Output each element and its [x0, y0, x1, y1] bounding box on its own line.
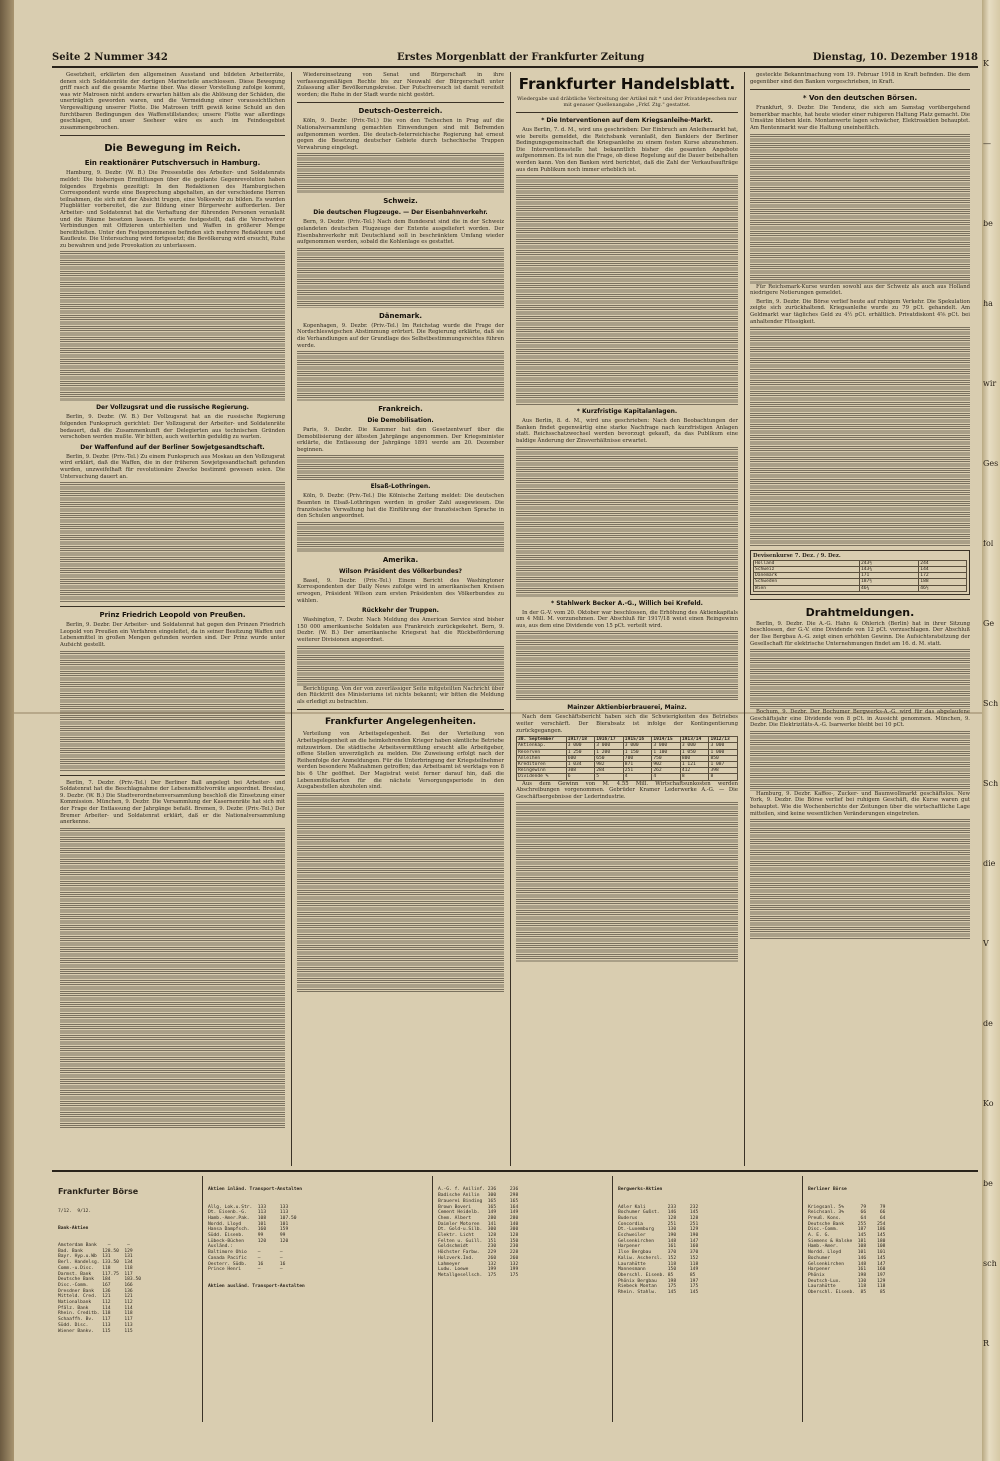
- article-body: Berlin, 9. Dezbr. (Priv.-Tel.) Zu einem Funkspruch aus Moskau an den Vollzugsrat wird erklärt, daß die Waffen, die in der früheren Sowjetgesandtschaft gefunden wurden, unzweifelhaft für revolutionäre Zwecke bestimmt gewesen seien. Die Untersuchung dauert an.: [60, 453, 285, 480]
- table-cell: 1 100: [652, 749, 681, 755]
- table-cell: 243½: [859, 560, 918, 566]
- divider: [516, 112, 738, 113]
- edge-fragment: Ge: [983, 620, 995, 628]
- table-cell: 187½: [859, 579, 918, 585]
- article-heading: Prinz Friedrich Leopold von Preußen.: [99, 611, 246, 620]
- column-rule: [802, 1176, 803, 1422]
- article-body: Köln, 9. Dezbr. (Priv.-Tel.) Die Kölnische Zeitung meldet: Die deutschen Beamten in Elsaß-Lothringen werden in großer Zahl ausgewiesen. Die französische Verwaltung hat die Einführung der französischen Sprache in den Schulen angeordnet.: [297, 493, 504, 520]
- text-block: [297, 646, 504, 686]
- edge-fragment: de: [983, 1020, 993, 1028]
- table-cell: 700: [623, 755, 652, 761]
- text-block: [750, 731, 970, 791]
- article-notice: Berichtigung. Von der von zuverlässiger Seite mitgeteilten Nachricht über den Rücktritt des Ministeriums ist nichts bekannt; wir bitten die Meldung als erledigt zu betrachten.: [297, 685, 504, 705]
- table-cell: Schweden: [754, 579, 860, 585]
- table-cell: 3 000: [680, 743, 709, 749]
- table-cell: 1 250: [566, 749, 595, 755]
- article-heading: Mainzer Aktienbierbrauerei, Mainz.: [567, 704, 687, 712]
- exchange-section-title: Bank-Aktien: [58, 1225, 89, 1231]
- article-body: Verteilung von Arbeitsgelegenheit. Bei der Verteilung von Arbeitsgelegenheit an die heimkehrenden Krieger haben sämtliche Betriebe mitzuwirken. Die städtische Arbeitsvermittlung ersucht alle Arbeitgeber, offene Stellen unverzüglich zu melden. Die Zuweisung erfolgt nach der Reihenfolge der Anmeldungen. Für die Unterbringung der Kriegsteilnehmer werden besondere Maßnahmen getroffen; das Arbeitsamt ist werktags von 8 bis 6 Uhr geöffnet. Der Magistrat weist ferner darauf hin, daß die Lebensmittelkarten für die nächste Versorgungsperiode in den Ausgabestellen abzuholen sind.: [297, 731, 504, 791]
- text-block: [297, 248, 504, 308]
- table-header-cell: 1912/13: [709, 737, 738, 743]
- article-intro: Wiedereinsetzung von Senat und Bürgerschaft in ihre verfassungsmäßigen Rechte bis zur Neuwahl der Bürgerschaft unter Zulassung aller Bevölkerungskreise. Der Putschversuch ist damit vereitelt worden; die Ruhe in der Stadt wurde nicht gestört.: [297, 72, 504, 98]
- column-rule: [202, 1176, 203, 1422]
- adjacent-page-edge: [982, 0, 1000, 1461]
- balance-table: [516, 736, 738, 780]
- table-body: [754, 560, 967, 591]
- table-cell: 1 034: [566, 761, 595, 767]
- table-cell: 5: [595, 774, 624, 780]
- section-heading: * Von den deutschen Börsen.: [802, 94, 918, 103]
- edge-fragment: wir: [983, 380, 997, 388]
- article-body: Hamburg, 9. Dezbr. Kaffee-, Zucker- und Baumwollmarkt geschäftslos. New York, 9. Dezbr. Die Börse verlief bei ruhigem Geschäft, die Kurse waren gut behauptet. Wie die Wochenberichte der Zeitungen über die wirtschaftliche Lage mitteilen, sind keine wesentlichen Veränderungen eingetreten.: [750, 790, 970, 817]
- table-row: [517, 774, 738, 780]
- table-cell: 188: [919, 579, 967, 585]
- section-heading: Dänemark.: [378, 311, 423, 320]
- exchange-column: [438, 1176, 608, 1422]
- divider: [297, 102, 504, 103]
- exchange-list: Adler Kali 233 232 Bochumer Gußst. 146 145 Buderus 128 128 Concordia 251 251 Dt.-Luxemburg 130 129 Eschweiler 190 190 Gelsenkirchen 148 147 Harpener 161 160 Ilse Bergbau 370 370 Kaliw. Aschersl. 152 152 Laurahütte 118 118 Mannesmann 150 149 Oberschl. Eisenb. 85 85 Phönix Bergbau 198 197 Riebeck Montan 175 175 Rhein. Stahlw. 145 145: [618, 1204, 699, 1296]
- currency-table: [753, 560, 967, 592]
- table-row: [754, 585, 967, 591]
- text-block: [297, 522, 504, 552]
- table-cell: 6: [566, 774, 595, 780]
- table-header-cell: 1913/14: [680, 737, 709, 743]
- article-heading: Ein reaktionärer Putschversuch in Hamburg.: [84, 159, 261, 168]
- table-cell: 308: [566, 768, 595, 774]
- article-intro: gesteckte Bekanntmachung vom 19. Februar 1918 in Kraft befinden. Die dem gegenüber sind den Banken vorgeschrieben, in Kraft.: [750, 72, 970, 85]
- table-cell: Aktienkap.: [517, 743, 567, 749]
- article-body: Berlin, 9. Dezbr. Die Börse verlief heute auf ruhigem Verkehr. Die Spekulation zeigte sich zurückhaltend. Kriegsanleihe wurde zu 79 pCt. gehandelt. Am Geldmarkt war tägliches Geld zu 4½ pCt. erhältlich. Privatdiskont 4⅝ pCt. bei anhaltender Flüssigkeit.: [750, 298, 970, 325]
- divider: [60, 606, 285, 607]
- table-cell: Anleihen: [517, 755, 567, 761]
- edge-fragment: Ko: [983, 1100, 994, 1108]
- article-heading: * Kurzfristige Kapitalanlagen.: [576, 408, 678, 416]
- exchange-list: Allg. Lok.u.Str. 133 133 Dt. Eisenb.-G. 113 113 Hamb.-Amer.Pak. 108 107.50 Nordd. Lloyd 101 101 Hansa Dampfsch. 160 159 Südd. Eisenb. 99 99 Lübeck-Büchen 120 120 Ausländ.: Baltimore Ohio — — Canada Pacific — — Oesterr. Südb. 16 16 Prince Henri — —: [208, 1204, 297, 1273]
- article-body: Bern, 9. Dezbr. (Priv.-Tel.) Nach dem Bundesrat sind die in der Schweiz gelandeten deutschen Flugzeuge der Entente ausgeliefert worden. Der Eisenbahnverkehr mit Deutschland soll in beschränktem Umfang wieder aufgenommen werden, sobald die Kohlenlage es gestattet.: [297, 219, 504, 246]
- table-cell: 4: [623, 774, 652, 780]
- table-cell: Holland: [754, 560, 860, 566]
- article-body: Bochum, 9. Dezbr. Der Bochumer Bergwerks-A.-G. wird für das abgelaufene Geschäftsjahr eine Dividende von 8 pCt. in Aussicht genommen. München, 9. Dezbr. Die Elektrizitäts-A.-G. Isarwerke bleibt bei 10 pCt.: [750, 709, 970, 729]
- edge-fragment: R: [983, 1340, 990, 1348]
- section-heading: Frankfurter Angelegenheiten.: [324, 717, 477, 728]
- table-header-cell: 30. September: [517, 737, 567, 743]
- article-body: Hamburg, 9. Dezbr. (W. B.) Die Pressestelle des Arbeiter- und Soldatenrats meldet: Die bisherigen Ermittlungen über die geplante Gegenrevolution haben folgendes Ergebnis gezeitigt: In den Redaktionen des Hamburgischen Correspondent wurde eine Besprechung abgehalten, an der verschiedene Herren teilnahmen, die sich mit der Absicht trugen, eine Volkswehr zu bilden. Es wurden Flugblätter vorbereitet, die zur Bildung einer Bürgerwehr aufforderten. Der Arbeiter- und Soldatenrat hat die Verhaftung der führenden Personen veranlaßt und die Räume besetzen lassen. Es wurde festgestellt, daß die Verschwörer Verbindungen mit Offizieren unterhielten und Waffen in größerer Menge bereithielten. Unter den Festgenommenen befinden sich mehrere Redakteure und Kaufleute. Die Untersuchung wird fortgesetzt; die Bevölkerung wird ersucht, Ruhe zu bewahren und jede Provokation zu unterlassen.: [60, 170, 285, 249]
- text-block: [297, 153, 504, 193]
- exchange-section-title: Bergwerks-Aktien: [618, 1187, 663, 1193]
- exchange-title: Frankfurter Börse: [58, 1187, 139, 1197]
- table-cell: 262: [652, 768, 681, 774]
- table-cell: Schweiz: [754, 566, 860, 572]
- article-heading: Rückkehr der Truppen.: [362, 607, 439, 615]
- section-heading: Deutsch-Oesterreich.: [358, 107, 443, 116]
- table-cell: 284: [595, 768, 624, 774]
- table-cell: 171: [859, 573, 918, 579]
- text-block: [516, 631, 738, 701]
- page-number: Seite 2 Nummer 342: [52, 52, 168, 63]
- edge-fragment: V: [983, 940, 989, 948]
- page-binding: [0, 0, 14, 1461]
- article-heading: Elsaß-Lothringen.: [370, 483, 431, 491]
- exchange-list: Amsterdam Bank — — Bad. Bank 128.50 129 Bayr. Hyp.u.Wb 131 131 Berl. Handelsg. 133.50 134 Comm.-u.Disc. 118 118 Darmst. Bank 117.75 117 Deutsche Bank 184 183.50 Disc.-Comm. 167 166 Dresdner Bank 136 136 Mitteld. Cred. 121 121 Nationalbank 112 112 Pfälz. Bank 114 114 Rhein. Creditb. 118 118 Schaaffh. Bv. 117 117 Südd. Disc. 113 113 Wiener Bankv. 115 115: [58, 1243, 141, 1334]
- table-cell: 3 000: [566, 743, 595, 749]
- divider: [750, 599, 970, 600]
- article-body: Berlin, 9. Dezbr. Der Arbeiter- und Soldatenrat hat gegen den Prinzen Friedrich Leopold von Preußen ein Verfahren eingeleitet, da in seiner Besitzung Waffen und Lebensmittel in großen Mengen gefunden worden sind. Der Prinz wurde unter Aufsicht gestellt.: [60, 622, 285, 648]
- text-block: [516, 175, 738, 405]
- edge-fragment: be: [983, 220, 993, 228]
- section-heading: Die Bewegung im Reich.: [104, 143, 241, 155]
- exchange-column: [208, 1176, 428, 1422]
- article-body: Washington, 7. Dezbr. Nach Meldung des American Service sind bisher 150 000 amerikanische Soldaten aus Frankreich zurückgekehrt. Bern, 9. Dezbr. (W. B.) Der amerikanische Kriegsrat hat die Rückbeförderung weiterer Divisionen angeordnet.: [297, 617, 504, 643]
- table-cell: 172: [919, 573, 967, 579]
- article-body: Basel, 9. Dezbr. (Priv.-Tel.) Einem Bericht des Washingtoner Korrespondenten der Daily News zufolge wird in amerikanischen Kreisen erwogen, Präsident Wilson zum ersten Präsidenten des Völkerbundes zu wählen.: [297, 577, 504, 604]
- article-heading: Wilson Präsident des Völkerbundes?: [338, 567, 463, 575]
- exchange-column: [618, 1176, 798, 1422]
- article-heading: Die deutschen Flugzeuge. — Der Eisenbahnverkehr.: [313, 209, 488, 217]
- table-cell: 8: [709, 774, 738, 780]
- edge-fragment: Sch: [983, 700, 999, 708]
- table-header-cell: 1914/15: [652, 737, 681, 743]
- divider: [60, 775, 285, 776]
- column-rule: [291, 72, 292, 1166]
- article-body: Köln, 9. Dezbr. (Priv.-Tel.) Die von den Tschechen in Prag auf die Nationalversammlung gemachten Einwendungen sind mit Befremden aufgenommen worden. Die deutsch-österreichische Regierung hat erneut gegen die Besetzung deutscher Gebiete durch tschechische Truppen Verwahrung eingelegt.: [297, 118, 504, 151]
- table-cell: 871: [623, 761, 652, 767]
- table-cell: 398: [709, 768, 738, 774]
- table-cell: 982: [595, 761, 624, 767]
- table-body: [517, 743, 738, 780]
- table-cell: 1 000: [709, 749, 738, 755]
- column-rule: [432, 1176, 433, 1422]
- article-heading: Der Vollzugsrat und die russische Regierung.: [96, 404, 249, 412]
- table-cell: 3 000: [595, 743, 624, 749]
- article-body: Aus dem Gewinn von M. 4.55 Mill. Wirtschaftsunkosten werden Abschreibungen vorgenommen. Gebrüder Kramer Lederwerke A.-G. — Die Geschäftsergebnisse der Lederindustrie.: [516, 780, 738, 800]
- text-block: [297, 351, 504, 401]
- column-rule: [510, 72, 511, 1166]
- exchange-column: [808, 1176, 973, 1422]
- exchange-column: [58, 1176, 198, 1422]
- article-body: Nach dem Geschäftsbericht haben sich die Schwierigkeiten des Betriebes weiter verschärft. Der Bierabsatz ist infolge der Kontingentierung zurückgegangen.: [516, 714, 738, 734]
- table-header-cell: 1916/17: [595, 737, 624, 743]
- masthead: [52, 52, 978, 68]
- edge-fragment: Sch: [983, 780, 999, 788]
- exchange-section-title: Aktien ausländ. Transport-Anstalten: [208, 1284, 305, 1290]
- edge-fragment: K: [983, 60, 989, 68]
- text-block: [750, 134, 970, 284]
- newspaper-title: Erstes Morgenblatt der Frankfurter Zeitung: [397, 52, 645, 63]
- text-block: [60, 828, 285, 1128]
- table-cell: 144: [919, 566, 967, 572]
- table-cell: Kreditoren: [517, 761, 567, 767]
- handelsblatt-title: Frankfurter Handelsblatt.: [518, 75, 736, 93]
- table-cell: 3 000: [709, 743, 738, 749]
- table-cell: 412: [680, 768, 709, 774]
- table-cell: 143¾: [859, 566, 918, 572]
- section-heading: Drahtmeldungen.: [805, 605, 915, 619]
- article-body: Aus Berlin, 8. d. M., wird uns geschrieben: Nach den Beobachtungen der Banken findet gegenwärtig eine starke Nachfrage nach kurzfristigen Anlagen statt. Reichsschatzwechsel werden bevorzugt gekauft, da das Publikum eine baldige Änderung der Zinsverhältnisse erwartet.: [516, 418, 738, 444]
- article-body: Frankfurt, 9. Dezbr. Die Tendenz, die sich am Samstag vorübergehend bemerkbar machte, hat heute wieder einer ruhigeren Haltung Platz gemacht. Die Umsätze blieben klein. Montanwerte lagen schwächer, Elektroaktien behauptet. Am Rentenmarkt war die Haltung uneinheitlich.: [750, 105, 970, 131]
- article-heading: Die Demobilisation.: [367, 417, 434, 425]
- section-heading: Amerika.: [382, 555, 419, 564]
- table-cell: 800: [680, 755, 709, 761]
- table-cell: 1 121: [680, 761, 709, 767]
- edge-fragment: fol: [983, 540, 994, 548]
- section-heading: Schweiz.: [383, 197, 418, 206]
- article-intro: Gesetzheit, erklärten den allgemeinen Ausstand und bildeten Arbeiterräte, denen sich Soldatenräte der dortigen Marineteile anschlossen. Diese Bewegung griff rasch auf die gesamte Marine über. Was dieser Vorstellung zufolge kommt, was wir Matrosen nicht anders erwarten hätten als die Ablösung der Schäden, die unerträglich geworden waren, und die Vermeidung einer voraussichtlichen Vergewaltigung unserer Flotte. Die Matrosen trifft gewiß keine Schuld an den furchtbaren Bedingungen des Waffenstillstandes; unsere Flotte war allerdings geschlagen, und unser Seeheer wäre es auch im Feindesgebiet zusammengebrochen.: [60, 72, 285, 131]
- table-cell: 8: [680, 774, 709, 780]
- table-cell: 850: [709, 755, 738, 761]
- column-3: [516, 72, 738, 1166]
- edge-fragment: Ges: [983, 460, 999, 468]
- stock-exchange-section: [52, 1170, 978, 1422]
- table-cell: 650: [595, 755, 624, 761]
- text-block: [750, 649, 970, 709]
- edge-fragment: be: [983, 1180, 993, 1188]
- table-cell: Reingewinn: [517, 768, 567, 774]
- table-cell: 1 200: [595, 749, 624, 755]
- currency-box: [750, 550, 970, 595]
- table-cell: 3 000: [652, 743, 681, 749]
- text-block: [60, 651, 285, 771]
- divider: [60, 135, 285, 136]
- table-cell: 4: [652, 774, 681, 780]
- table-cell: Dividende %: [517, 774, 567, 780]
- article-heading: Der Waffenfund auf der Berliner Sowjetgesandtschaft.: [80, 443, 265, 451]
- exchange-date: 7/12. 9/12.: [58, 1208, 92, 1214]
- handelsblatt-subtitle: Wiedergabe und dräbtliche Verbreitung der Artikel mit * und der Privatdepeschen nur mit genauer Quellenangabe „Frkf. Ztg." gestattet.: [517, 96, 737, 108]
- table-cell: Reserven: [517, 749, 567, 755]
- divider: [750, 89, 970, 90]
- exchange-list: A.-G. f. Anilinf. 236 236 Badische Anilin 300 298 Brauerei Binding 165 165 Brown Boveri 165 164 Cement Heidelb. 149 149 Chem. Albert 280 280 Daimler Motoren 141 140 Dt. Gold-u.Silb. 300 300 Elektr. Licht 128 128 Felten u. Guill. 151 150 Goldschmidt 230 230 Höchster Farbw. 229 228 Holzverk.Ind. 260 260 Lahmeyer 132 132 Ludw. Loewe 199 199 Metallgesellsch. 175 175: [438, 1187, 519, 1278]
- column-1: [60, 72, 285, 1166]
- article-body: Für Reichsmark-Kurse wurden sowohl aus der Schweiz als auch aus Holland niedrigere Notierungen gemeldet.: [750, 283, 970, 297]
- article-heading: * Stahlwerk Becker A.-G., Willich bei Krefeld.: [551, 599, 703, 607]
- currency-caption: Devisenkurse 7. Dez. / 9. Dez.: [753, 553, 841, 560]
- table-cell: 251: [623, 768, 652, 774]
- column-4: [750, 72, 970, 1166]
- column-2: [297, 72, 504, 1166]
- section-heading: Frankreich.: [378, 405, 423, 414]
- column-rule: [612, 1176, 613, 1422]
- edge-fragment: die: [983, 860, 996, 868]
- exchange-list: Kriegsanl. 5% 79 79 Reichsanl. 3% 66 66 Preuß. Kons. 64 64 Deutsche Bank 255 254 Disc.-Comm. 187 186 A. E. G. 145 145 Siemens & Halske 181 180 Hamb.-Amer. 108 108 Nordd. Lloyd 101 101 Bochumer 146 145 Gelsenkirchen 148 147 Harpener 161 160 Phönix 198 197 Deutsch-Lux. 130 129 Laurahütte 118 118 Oberschl. Eisenb. 85 85: [808, 1204, 886, 1296]
- article-body: Berlin, 7. Dezbr. (Priv.-Tel.) Der Berliner Ball angelegt bei Arbeiter- und Soldatenrat hat die Beschlagnahme der Lebensmittelvorräte angeordnet. Breslau, 9. Dezbr. (W. B.) Die Stadtverordnetenversammlung beschloß die Einsetzung einer Kommission. München, 9. Dezbr. Die Versammlung der Kasernenräte hat sich mit der Frage der Entlassung der Jahrgänge befaßt. Bremen, 9. Dezbr. (Priv.-Tel.) Der Bremer Arbeiter- und Soldatenrat erklärt, daß er die Nationalversammlung anerkenne.: [60, 779, 285, 826]
- table-cell: 1 050: [680, 749, 709, 755]
- article-body: Paris, 9. Dezbr. Die Kammer hat den Gesetzentwurf über die Demobilisierung der ältesten Jahrgänge angenommen. Der Kriegsminister erklärte, die Entlassung der Jahrgänge 1891 werde am 20. Dezember beginnen.: [297, 427, 504, 453]
- exchange-section-title: Berliner Börse: [808, 1187, 847, 1193]
- divider: [297, 709, 504, 710]
- edge-fragment: ha: [983, 300, 993, 308]
- article-body: Aus Berlin, 7. d. M., wird uns geschrieben: Der Einbruch am Anleihemarkt hat, wie bereits gemeldet, die Reichsbank veranlaßt, den Bankiers der Berliner Bedingungsgemeinschaft die Kriegsanleihe zu einem festen Kurse abzunehmen. Die Interventionsstelle hat bekanntlich bisher die gesamten Angebote aufgenommen. Es ist nun die Frage, ob diese Regelung auf die Dauer beibehalten werden kann. Von den Banken wird berichtet, daß die Zahl der Verkaufsaufträge aus dem Publikum noch immer erheblich ist.: [516, 127, 738, 173]
- issue-date: Dienstag, 10. Dezember 1918: [812, 52, 978, 63]
- table-cell: 3 000: [623, 743, 652, 749]
- table-cell: 244: [919, 560, 967, 566]
- table-cell: 600: [566, 755, 595, 761]
- text-block: [516, 447, 738, 597]
- article-body: Berlin, 9. Dezbr. (W. B.) Der Vollzugsrat hat an die russische Regierung folgenden Funkspruch gerichtet: Der Vollzugsrat der Arbeiter- und Soldatenräte bedauert, daß die Zusammenkunft der Delegierten aus technischen Gründen verschoben werden mußte. Wir bitten, auch weiterhin geduldig zu warten.: [60, 414, 285, 441]
- exchange-section-title: Aktien inländ. Transport-Anstalten: [208, 1187, 303, 1193]
- text-block: [60, 482, 285, 602]
- table-cell: Dänemark: [754, 573, 860, 579]
- edge-fragment: sch: [983, 1260, 997, 1268]
- text-block: [60, 251, 285, 401]
- table-cell: 1 087: [709, 761, 738, 767]
- text-block: [750, 819, 970, 939]
- table-cell: 902: [652, 761, 681, 767]
- article-body: Berlin, 9. Dezbr. Die A.-G. Hahn & Ohlerich (Berlin) hat in ihrer Sitzung beschlossen, der G.-V. eine Dividende von 12 pCt. vorzuschlagen. Der Abschluß der Ilse Bergbau A.-G. zeigt einen erhöhten Gewinn. Die Aufsichtsratsitzung der Gesellschaft für elektrische Unternehmungen findet am 16. d. M. statt.: [750, 620, 970, 647]
- table-cell: Wien: [754, 585, 860, 591]
- text-block: [297, 455, 504, 480]
- text-block: [516, 802, 738, 962]
- table-cell: 46½: [919, 585, 967, 591]
- table-cell: 750: [652, 755, 681, 761]
- article-body: In der G.-V. vom 20. Oktober war beschlossen, die Erhöhung des Aktienkapitals um 4 Mill. M. vorzunehmen. Der Abschluß für 1917/18 weist einen Reingewinn aus, aus dem eine Dividende von 15 pCt. verteilt wird.: [516, 609, 738, 629]
- article-body: Kopenhagen, 9. Dezbr. (Priv.-Tel.) Im Reichstag wurde die Frage der Nordschleswigschen Abstimmung erörtert. Die Regierung erklärte, daß sie die Verhandlungen auf der Grundlage des Selbstbestimmungsrechtes führen werde.: [297, 322, 504, 349]
- column-rule: [744, 72, 745, 1166]
- edge-fragment: —: [983, 140, 991, 148]
- table-header-cell: 1917/18: [566, 737, 595, 743]
- text-block: [297, 793, 504, 993]
- text-block: [750, 327, 970, 547]
- table-cell: 46¾: [859, 585, 918, 591]
- article-heading: * Die Interventionen auf dem Kriegsanleihe-Markt.: [541, 117, 713, 124]
- table-cell: 1 150: [623, 749, 652, 755]
- table-header-cell: 1915/16: [623, 737, 652, 743]
